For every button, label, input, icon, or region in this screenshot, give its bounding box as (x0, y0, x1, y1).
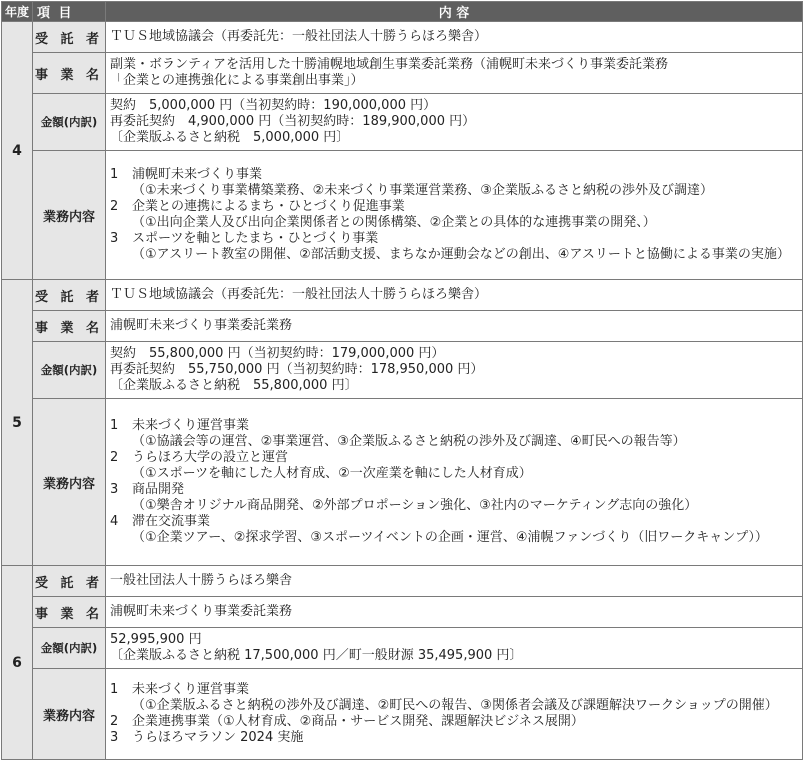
contractor-label: 受 託 者 (33, 566, 106, 597)
contractor-value: ＴＵＳ地域協議会（再委託先：一般社団法人十勝うらほろ樂舎） (106, 280, 803, 311)
work-value (106, 669, 803, 760)
year-cell: 5 (2, 280, 33, 566)
table-row (2, 669, 803, 760)
table-row (2, 597, 803, 628)
work-item-detail: （①スポーツを軸にした人材育成、②一次産業を軸にした人材育成） (132, 466, 532, 481)
amount-line: 52,995,900 円 (110, 632, 202, 647)
table-row (2, 280, 803, 311)
work-item: 2 うらほろ大学の設立と運営 (110, 450, 289, 465)
amount-line: 〔企業版ふるさと納税 55,800,000 円〕 (110, 378, 358, 393)
work-item: 4 滞在交流事業 (110, 514, 211, 529)
project-line: 副業・ボランティアを活用した十勝浦幌地域創生事業委託業務（浦幌町未来づくり事業委託業務 (110, 57, 668, 72)
year-cell: 6 (2, 566, 33, 760)
contractor-value: 一般社団法人十勝うらほろ樂舎 (106, 566, 803, 597)
amount-line: 契約 5,000,000 円（当初契約時：190,000,000 円） (110, 98, 437, 113)
work-value (106, 151, 803, 280)
project-value (106, 53, 803, 94)
project-label: 事 業 名 (33, 53, 106, 94)
table-row (2, 399, 803, 566)
work-item-detail: （①出向企業人及び出向企業関係者との関係構築、②企業との具体的な連携事業の開発、） (132, 215, 656, 230)
table-row (2, 311, 803, 342)
work-item: 3 スポーツを軸としたまち・ひとづくり事業 (110, 231, 379, 246)
project-line: 「企業との連携強化による事業創出事業」） (110, 73, 364, 88)
work-item-detail: （①アスリート教室の開催、②部活動支援、まちなか運動会などの創出、④アスリートと協働による事業の実施） (132, 247, 790, 262)
project-line: 浦幌町未来づくり事業委託業務 (110, 318, 293, 333)
amount-value (106, 342, 803, 399)
contractor-label: 受 託 者 (33, 22, 106, 53)
table-row (2, 566, 803, 597)
amount-label: 金額(内訳) (33, 342, 106, 399)
work-label: 業務内容 (33, 151, 106, 280)
contractor-label: 受 託 者 (33, 280, 106, 311)
work-item-detail: （①企業ツアー、②探求学習、③スポーツイベントの企画・運営、④浦幌ファンづくり（旧ワークキャンプ）） (132, 530, 768, 545)
amount-label: 金額(内訳) (33, 94, 106, 151)
work-label: 業務内容 (33, 669, 106, 760)
header-content: 内 容 (106, 2, 803, 22)
amount-line: 〔企業版ふるさと納税 17,500,000 円／町一般財源 35,495,900 円〕 (110, 648, 523, 663)
project-value (106, 597, 803, 628)
header-item: 項 目 (33, 2, 106, 22)
work-item: 1 未来づくり運営事業 (110, 418, 250, 433)
project-value (106, 311, 803, 342)
work-item: 1 未来づくり運営事業 (110, 682, 250, 697)
amount-line: 再委託契約 55,750,000 円（当初契約時：178,950,000 円） (110, 362, 484, 377)
work-item-detail: （①未来づくり事業構築業務、②未来づくり事業運営業務、③企業版ふるさと納税の渉外及び調達） (132, 183, 713, 198)
work-item: 3 商品開発 (110, 482, 185, 497)
work-item-detail: （①企業版ふるさと納税の渉外及び調達、②町民への報告、③関係者会議及び課題解決ワークショップの開催） (132, 698, 778, 713)
work-item: 2 企業との連携によるまち・ひとづくり促進事業 (110, 199, 405, 214)
work-item-detail: （①樂舎オリジナル商品開発、②外部プロポーション強化、③社内のマーケティング志向の強化） (132, 498, 698, 513)
contractor-value: ＴＵＳ地域協議会（再委託先：一般社団法人十勝うらほろ樂舎） (106, 22, 803, 53)
amount-label: 金額(内訳) (33, 628, 106, 669)
project-line: 浦幌町未来づくり事業委託業務 (110, 604, 293, 619)
year-cell: 4 (2, 22, 33, 280)
table-row (2, 628, 803, 669)
project-label: 事 業 名 (33, 311, 106, 342)
table-row (2, 94, 803, 151)
work-item: 3 うらほろマラソン 2024 実施 (110, 730, 304, 745)
work-item: 2 企業連携事業（①人材育成、②商品・サービス開発、課題解決ビジネス展開） (110, 714, 584, 729)
contract-table (1, 1, 803, 760)
work-value (106, 399, 803, 566)
amount-line: 〔企業版ふるさと納税 5,000,000 円〕 (110, 130, 350, 145)
work-item-detail: （①協議会等の運営、②事業運営、③企業版ふるさと納税の渉外及び調達、④町民への報告等） (132, 434, 686, 449)
amount-value (106, 94, 803, 151)
table-row (2, 53, 803, 94)
project-label: 事 業 名 (33, 597, 106, 628)
table-row (2, 22, 803, 53)
header-year: 年度 (2, 2, 33, 22)
table-row (2, 342, 803, 399)
amount-line: 契約 55,800,000 円（当初契約時：179,000,000 円） (110, 346, 445, 361)
work-label: 業務内容 (33, 399, 106, 566)
amount-value (106, 628, 803, 669)
work-item: 1 浦幌町未来づくり事業 (110, 167, 263, 182)
amount-line: 再委託契約 4,900,000 円（当初契約時：189,900,000 円） (110, 114, 476, 129)
table-row (2, 151, 803, 280)
header-row (2, 2, 803, 22)
